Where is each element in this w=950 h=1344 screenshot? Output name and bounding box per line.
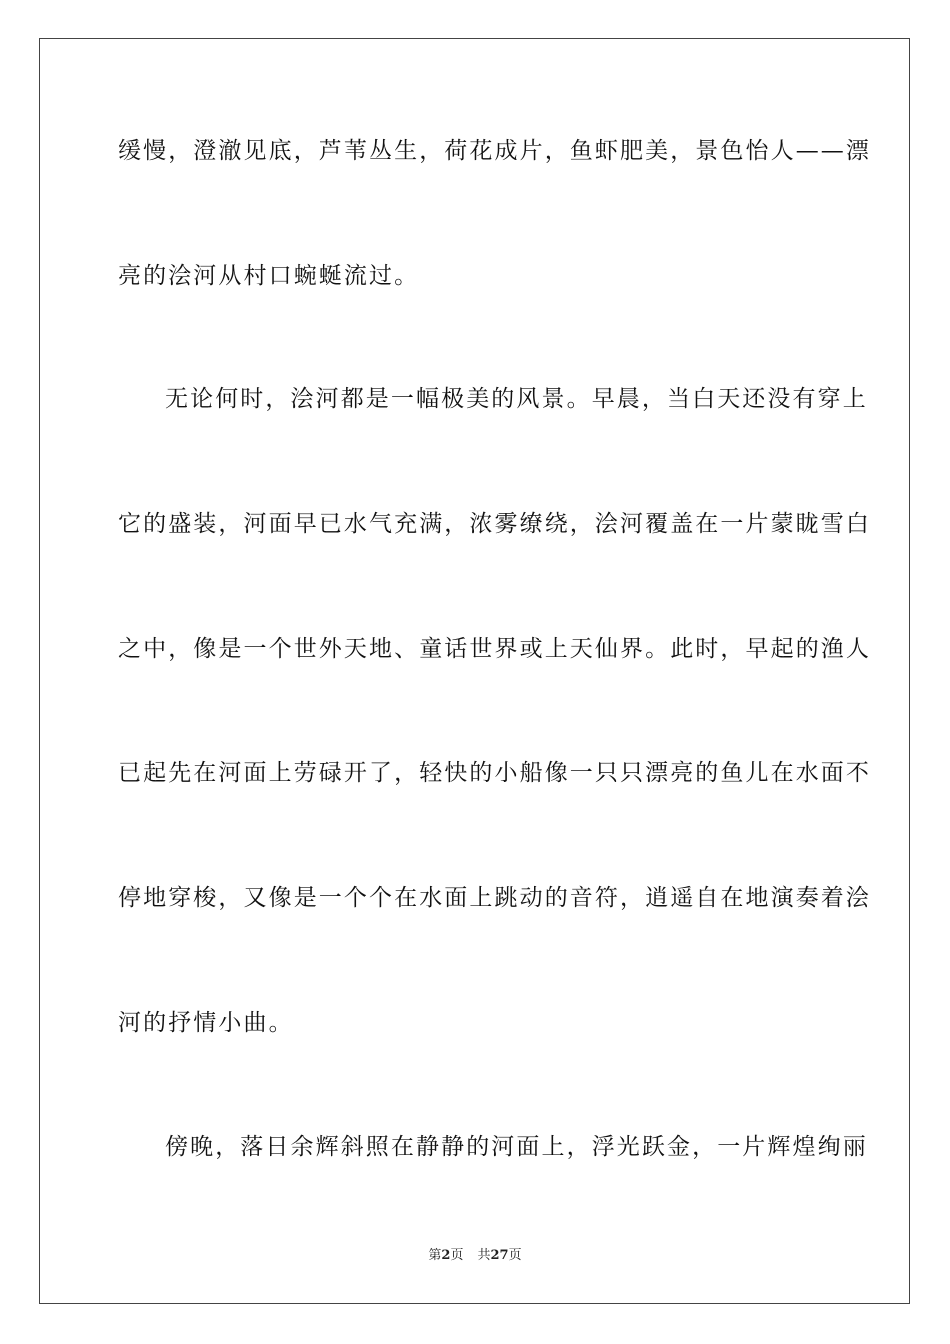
body-text-line: 停地穿梭，又像是一个个在水面上跳动的音符，逍遥自在地演奏着浍 [118,885,871,911]
page-footer [0,1247,950,1265]
paragraph-start-line: 傍晚，落日余辉斜照在静静的河面上，浮光跃金，一片辉煌绚丽 [165,1134,868,1160]
page-number-suffix: 页 [450,1248,464,1263]
body-text-line: 河的抒情小曲。 [118,1010,294,1036]
body-text-line: 缓慢，澄澈见底，芦苇丛生，荷花成片，鱼虾肥美，景色怡人——漂 [118,138,871,164]
total-pages: 27 [490,1248,509,1263]
page-number: 2 [441,1248,451,1263]
body-text-line: 已起先在河面上劳碌开了，轻快的小船像一只只漂亮的鱼儿在水面不 [118,760,871,786]
total-pages-suffix: 页 [508,1248,522,1263]
total-pages-prefix: 共 [477,1248,491,1263]
body-text-line: 亮的浍河从村口蜿蜒流过。 [118,263,420,289]
page-number-prefix: 第 [428,1248,442,1263]
page-border [39,38,910,1304]
body-text-line: 它的盛装，河面早已水气充满，浓雾缭绕，浍河覆盖在一片蒙眬雪白 [118,511,871,537]
body-text-line: 之中，像是一个世外天地、童话世界或上天仙界。此时，早起的渔人 [118,636,871,662]
paragraph-start-line: 无论何时，浍河都是一幅极美的风景。早晨，当白天还没有穿上 [165,386,868,412]
